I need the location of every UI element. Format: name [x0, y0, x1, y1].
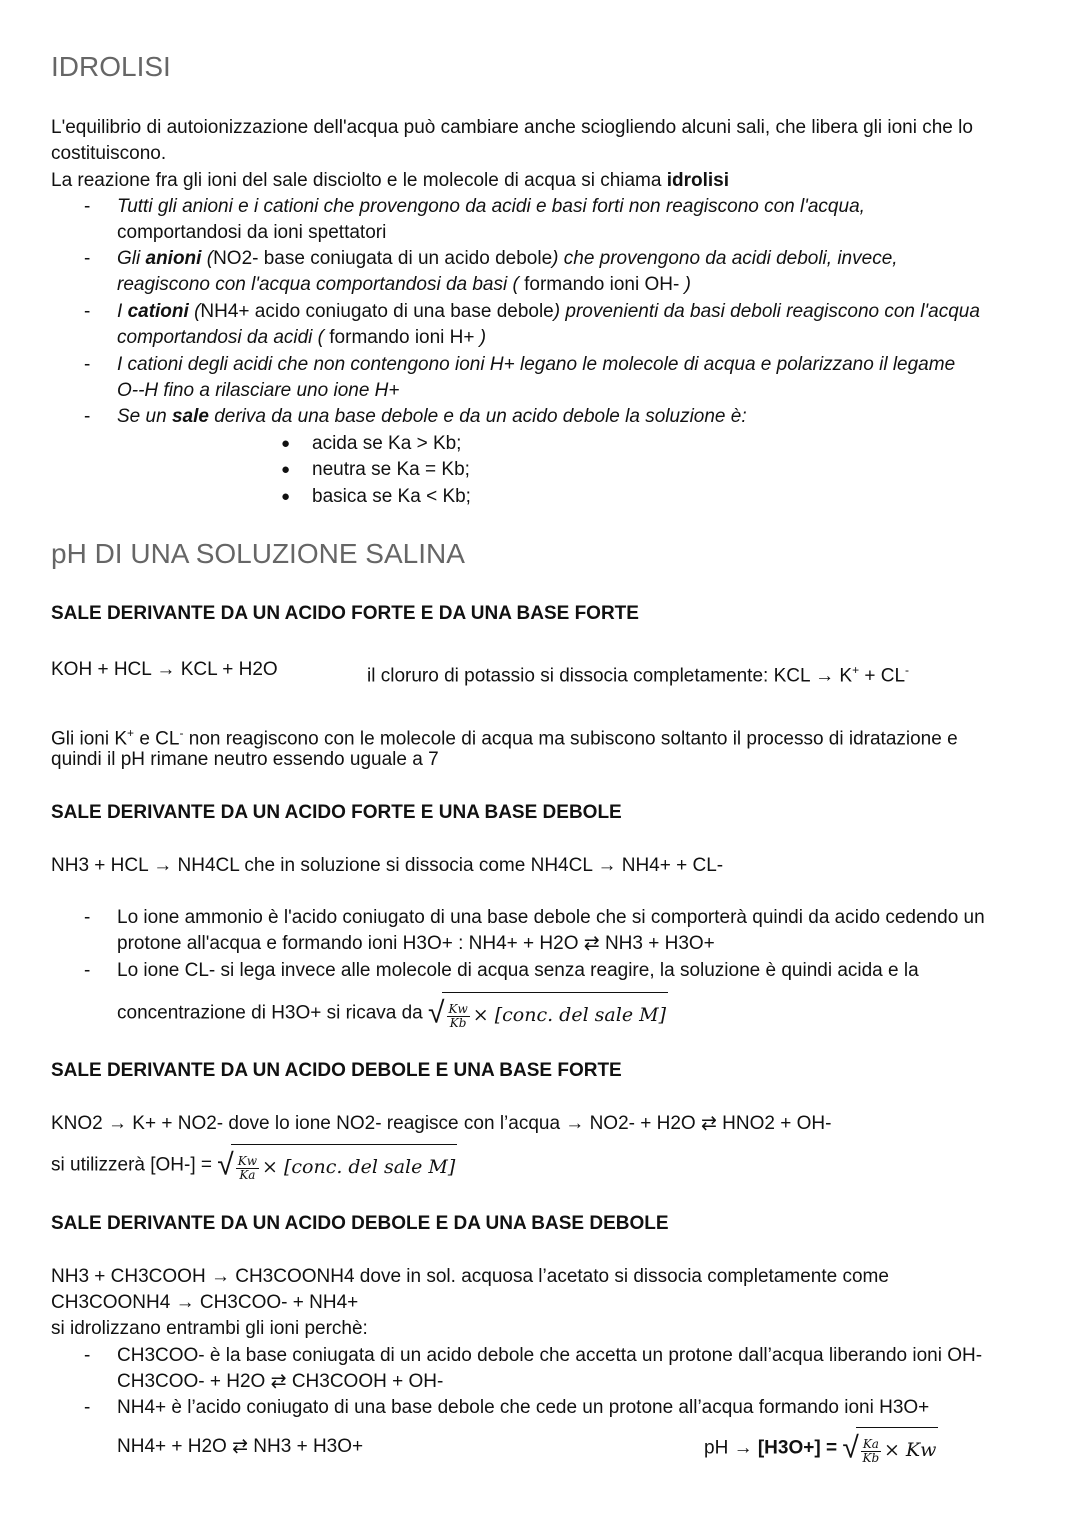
paragraph-line: si idrolizzano entrambi gli ioni perchè:: [51, 1318, 368, 1339]
sqrt-formula: √ $\frac{Kw}{Kb}$ × [conc. del sale M]: [428, 992, 668, 1035]
section-title-ph: pH DI UNA SOLUZIONE SALINA: [51, 538, 465, 569]
subsection-title-2: SALE DERIVANTE DA UN ACIDO FORTE E UNA BASE DEBOLE: [51, 802, 622, 823]
list-item-cont: comportandosi da ioni spettatori: [117, 222, 387, 243]
paragraph-line: CH3COONH4 → CH3COO- + NH4+: [51, 1292, 359, 1313]
bullet-icon: ●: [281, 488, 291, 505]
intro-line-1: L'equilibrio di autoionizzazione dell'acqua può cambiare anche sciogliendo alcuni sali, che libera gli ioni che lo: [51, 117, 973, 138]
list-item-cont: CH3COO- + H2O ⇄ CH3COOH + OH-: [117, 1371, 444, 1392]
list-dash: -: [84, 960, 91, 981]
sub-item-basica: basica se Ka < Kb;: [312, 486, 471, 507]
dissociation-note: il cloruro di potassio si dissocia completamente: KCL → K+ + CL-: [367, 663, 910, 687]
list-item-cont: NH4+ + H2O ⇄ NH3 + H3O+: [117, 1436, 364, 1457]
sqrt-formula: √ $\frac{Kw}{Ka}$ × [conc. del sale M]: [217, 1144, 457, 1187]
list-item-cont: O--H fino a rilasciare uno ione H+: [117, 380, 400, 401]
ph-formula: pH → [H3O+] = √ $\frac{Ka}{Kb}$ × Kw: [704, 1427, 938, 1470]
equation-koh: KOH + HCL → KCL + H2O: [51, 659, 278, 680]
list-item: NH4+ è l’acido coniugato di una base debole che cede un protone all’acqua formando ioni H3O+: [117, 1397, 930, 1418]
sqrt-formula: √ $\frac{Ka}{Kb}$ × Kw: [842, 1427, 938, 1470]
formula-line: si utilizzerà [OH-] = √ $\frac{Kw}{Ka}$ × [conc. del sale M]: [51, 1144, 457, 1187]
formula-line: concentrazione di H3O+ si ricava da √ $\frac{Kw}{Kb}$ × [conc. del sale M]: [117, 992, 668, 1035]
list-dash: -: [84, 1397, 91, 1418]
paragraph-line: NH3 + CH3COOH → CH3COONH4 dove in sol. acquosa l’acetato si dissocia completamente come: [51, 1266, 889, 1287]
list-dash: -: [84, 196, 91, 217]
list-item: I cationi (NH4+ acido coniugato di una base debole) provenienti da basi deboli reagiscono con l'acqua: [117, 301, 980, 322]
list-dash: -: [84, 354, 91, 375]
list-item: Tutti gli anioni e i cationi che provengono da acidi e basi forti non reagiscono con l'acqua,: [117, 196, 865, 217]
sub-item-acida: acida se Ka > Kb;: [312, 433, 462, 454]
list-item-cont: protone all'acqua e formando ioni H3O+ : NH4+ + H2O ⇄ NH3 + H3O+: [117, 933, 715, 954]
list-item: I cationi degli acidi che non contengono ioni H+ legano le molecole di acqua e polarizzano il legame: [117, 354, 956, 375]
list-item: Gli anioni (NO2- base coniugata di un acido debole) che provengono da acidi deboli, invece,: [117, 248, 898, 269]
list-dash: -: [84, 248, 91, 269]
subsection-title-1: SALE DERIVANTE DA UN ACIDO FORTE E DA UNA BASE FORTE: [51, 603, 639, 624]
list-item-cont: comportandosi da acidi ( formando ioni H+ ): [117, 327, 487, 348]
section-title-idrolisi: IDROLISI: [51, 51, 171, 82]
paragraph-line-1: Gli ioni K+ e CL- non reagiscono con le molecole di acqua ma subiscono soltanto il processo di idratazione e: [51, 726, 958, 750]
bullet-icon: ●: [281, 461, 291, 478]
equation-kno2: KNO2 → K+ + NO2- dove lo ione NO2- reagisce con l’acqua → NO2- + H2O ⇄ HNO2 + OH-: [51, 1113, 832, 1134]
list-item: Lo ione CL- si lega invece alle molecole di acqua senza reagire, la soluzione è quindi acida e la: [117, 960, 919, 981]
sub-item-neutra: neutra se Ka = Kb;: [312, 459, 470, 480]
list-item: Lo ione ammonio è l'acido coniugato di una base debole che si comporterà quindi da acido cedendo un: [117, 907, 985, 928]
subsection-title-3: SALE DERIVANTE DA UN ACIDO DEBOLE E UNA BASE FORTE: [51, 1060, 622, 1081]
list-item-cont: reagiscono con l'acqua comportandosi da basi ( formando ioni OH- ): [117, 274, 691, 295]
list-dash: -: [84, 301, 91, 322]
list-dash: -: [84, 406, 91, 427]
equation-nh3: NH3 + HCL → NH4CL che in soluzione si dissocia come NH4CL → NH4+ + CL-: [51, 855, 724, 876]
intro-line-2: costituiscono.: [51, 143, 167, 164]
list-dash: -: [84, 907, 91, 928]
list-item: CH3COO- è la base coniugata di un acido debole che accetta un protone dall’acqua liberando ioni OH-: [117, 1345, 983, 1366]
list-dash: -: [84, 1345, 91, 1366]
subsection-title-4: SALE DERIVANTE DA UN ACIDO DEBOLE E DA UNA BASE DEBOLE: [51, 1213, 669, 1234]
paragraph-line-2: quindi il pH rimane neutro essendo uguale a 7: [51, 749, 439, 770]
bullet-icon: ●: [281, 435, 291, 452]
list-item: Se un sale deriva da una base debole e da un acido debole la soluzione è:: [117, 406, 747, 427]
intro-line-3: La reazione fra gli ioni del sale disciolto e le molecole di acqua si chiama idrolisi: [51, 170, 730, 191]
